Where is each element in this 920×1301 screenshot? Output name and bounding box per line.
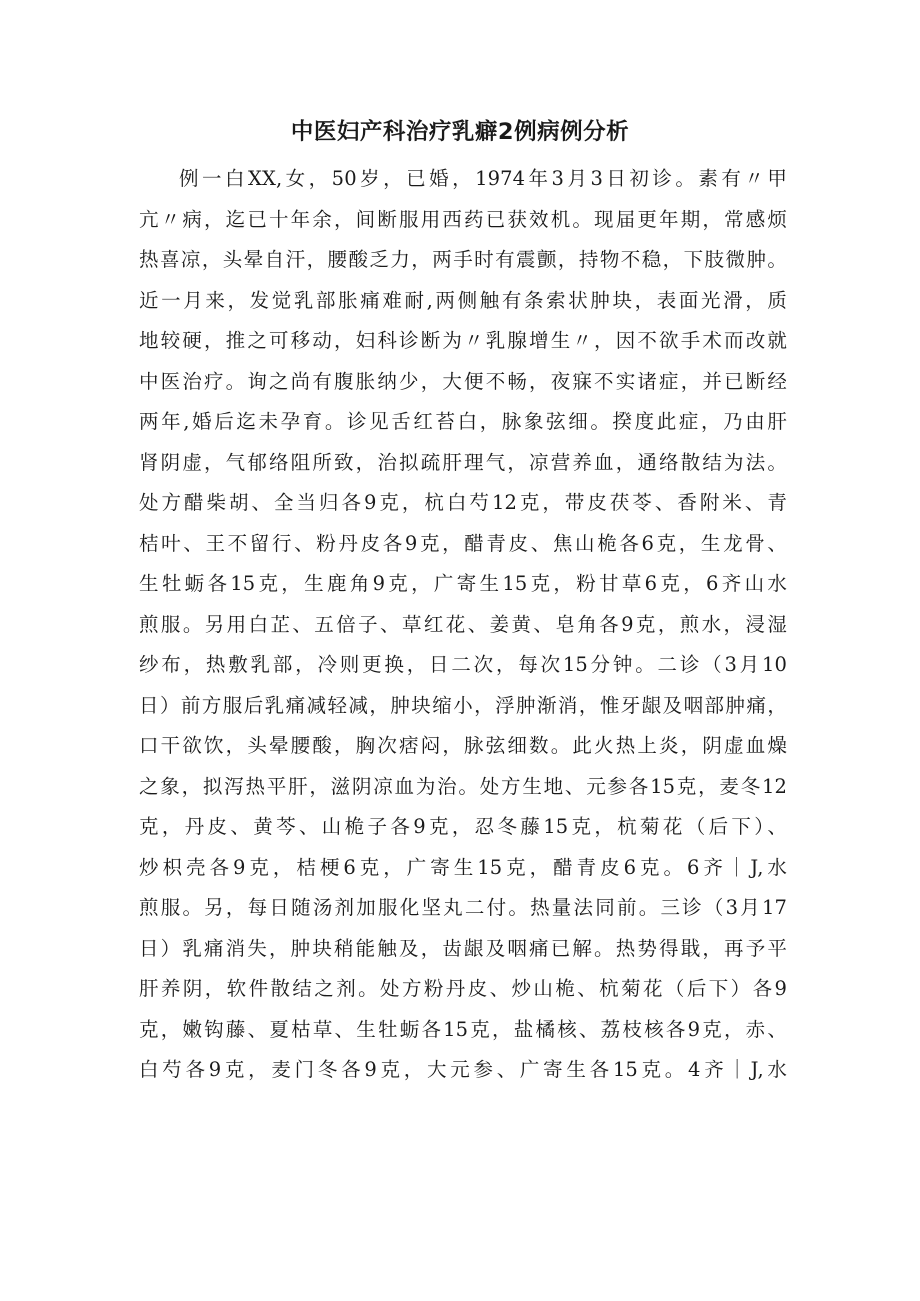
body-line: 煎服。另，每日随汤剂加服化坚丸二付。热量法同前。三诊（3月17	[139, 896, 787, 919]
body-line: 纱布，热敷乳部，冷则更换，日二次，每次15分钟。二诊（3月10	[139, 653, 787, 676]
body-line: 两年,婚后迄未孕育。诊见舌红苔白，脉象弦细。揆度此症，乃由肝	[139, 410, 787, 433]
body-line: 近一月来，发觉乳部胀痛难耐,两侧触有条索状肿块，表面光滑，质	[139, 288, 787, 312]
body-line: 生牡蛎各15克，生鹿角9克，广寄生15克，粉甘草6克，6齐山水	[139, 572, 787, 595]
document-body	[139, 159, 787, 1091]
body-line: 煎服。另用白芷、五倍子、草红花、姜黄、皂角各9克，煎水，浸湿	[139, 612, 787, 636]
body-line: 地较硬，推之可移动，妇科诊断为〃乳腺增生〃，因不欲手术而改就	[139, 329, 787, 352]
body-line: 中医治疗。询之尚有腹胀纳少，大便不畅，夜寐不实诸症，并已断经	[139, 369, 787, 393]
body-line: 口干欲饮，头晕腰酸，胸次痞闷，脉弦细数。此火热上炎，阴虚血燥	[139, 734, 787, 757]
body-line: 克，嫩钩藤、夏枯草、生牡蛎各15克，盐橘核、荔枝核各9克，赤、	[139, 1017, 787, 1041]
body-line: 热喜凉，头晕自汗，腰酸乏力，两手时有震颤，持物不稳，下肢微肿。	[139, 248, 787, 271]
body-line: 肾阴虚，气郁络阻所致，治拟疏肝理气，凉营养血，通络散结为法。	[139, 450, 787, 474]
body-line: 日）乳痛消失，肿块稍能触及，齿龈及咽痛已解。热势得戢，再予平	[139, 936, 787, 960]
body-line: 日）前方服后乳痛减轻减，肿块缩小，浮肿渐消，惟牙龈及咽部肿痛，	[139, 693, 787, 717]
body-line: 亢〃病，迄已十年余，间断服用西药已获效机。现届更年期，常感烦	[139, 207, 787, 231]
body-line: 白芍各9克，麦门冬各9克，大元参、广寄生各15克。4齐｜J,水	[139, 1058, 787, 1081]
body-line: 炒枳壳各9克，桔梗6克，广寄生15克，醋青皮6克。6齐｜J,水	[139, 855, 787, 879]
body-line: 肝养阴，软件散结之剂。处方粉丹皮、炒山桅、杭菊花（后下）各9	[139, 977, 787, 1000]
document-title: 中医妇产科治疗乳癖2例病例分析	[290, 119, 630, 145]
body-line: 之象，拟泻热平肝，滋阴凉血为治。处方生地、元参各15克，麦冬12	[139, 774, 787, 798]
body-line: 例一白XX,女，50岁，已婚，1974年3月3日初诊。素有〃甲	[179, 167, 787, 190]
body-line: 处方醋柴胡、全当归各9克，杭白芍12克，带皮茯苓、香附米、青	[139, 491, 787, 514]
body-line: 克，丹皮、黄芩、山桅子各9克，忍冬藤15克，杭菊花（后下）、	[139, 815, 787, 838]
body-line: 桔叶、王不留行、粉丹皮各9克，醋青皮、焦山桅各6克，生龙骨、	[139, 531, 787, 555]
